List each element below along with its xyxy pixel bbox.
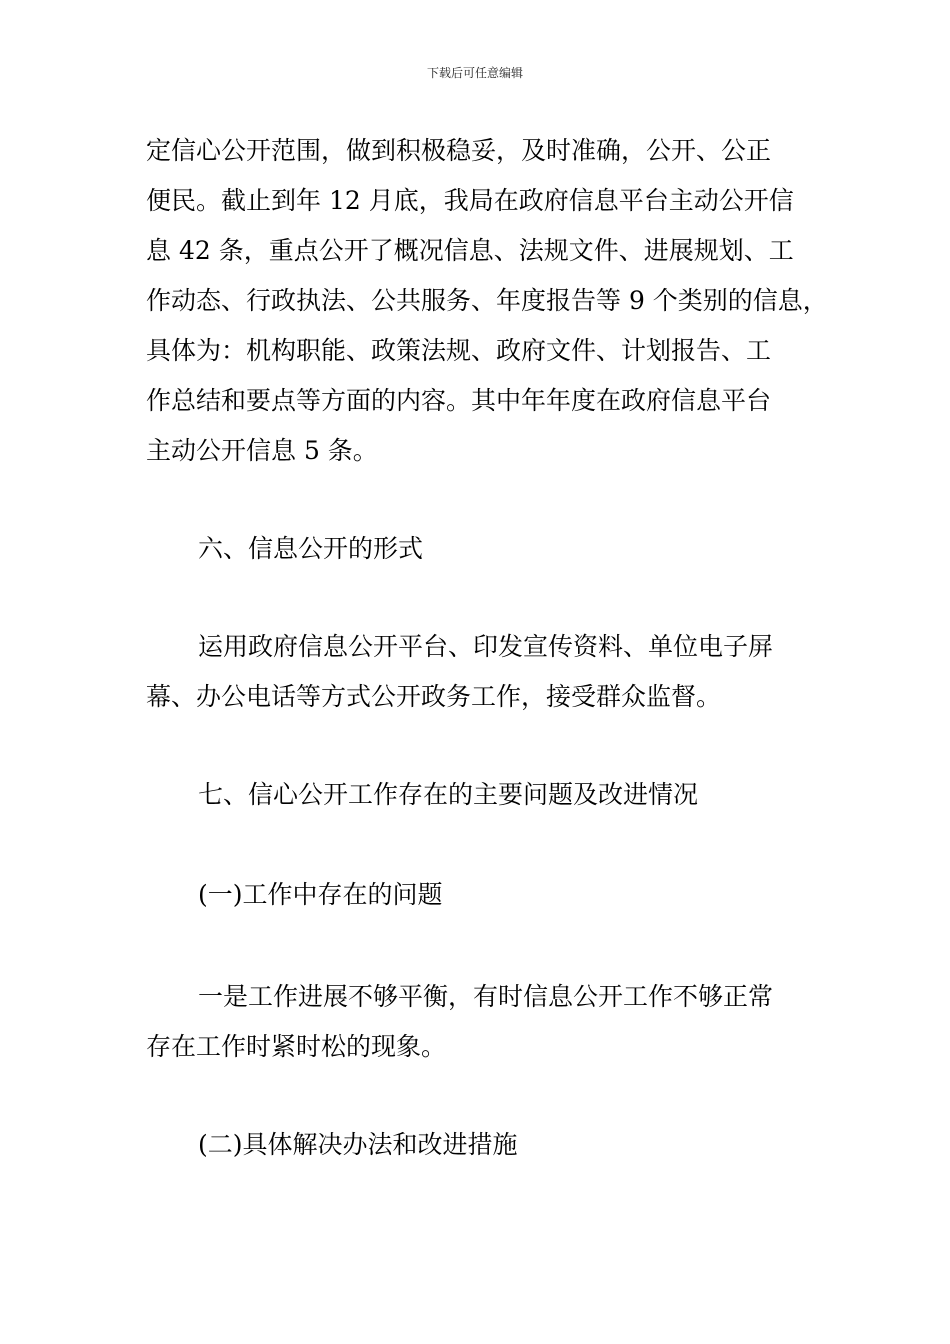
heading-text: (二)具体解决办法和改进措施: [198, 1130, 518, 1159]
text-line: 作动态、行政执法、公共服务、年度报告等 9 个类别的信息，: [146, 286, 828, 315]
heading-text: 七、信心公开工作存在的主要问题及改进情况: [198, 780, 699, 809]
text-line: 主动公开信息 5 条。: [146, 436, 378, 465]
text-line: 运用政府信息公开平台、印发宣传资料、单位电子屏: [198, 632, 774, 661]
text-line: 定信心公开范围，做到积极稳妥，及时准确，公开、公正: [146, 136, 772, 165]
text-line: 息 42 条，重点公开了概况信息、法规文件、进展规划、工: [146, 236, 794, 265]
page-header: 下载后可任意编辑: [426, 66, 523, 80]
paragraph-disclosure-forms: [146, 622, 836, 722]
section-heading-6: [146, 524, 836, 574]
heading-text: (一)工作中存在的问题: [198, 880, 443, 909]
text-line: 作总结和要点等方面的内容。其中年年度在政府信息平台: [146, 386, 772, 415]
paragraph-platform-disclosure: [146, 126, 836, 476]
text-line: 便民。截止到年 12 月底，我局在政府信息平台主动公开信: [146, 186, 794, 215]
heading-text: 六、信息公开的形式: [198, 534, 424, 563]
text-line: 具体为：机构职能、政策法规、政府文件、计划报告、工: [146, 336, 772, 365]
subheading-solutions: [146, 1120, 836, 1170]
text-line: 幕、办公电话等方式公开政务工作，接受群众监督。: [146, 682, 722, 711]
text-line: 存在工作时紧时松的现象。: [146, 1032, 447, 1061]
subheading-problems: [146, 870, 836, 920]
paragraph-problem-description: [146, 972, 836, 1072]
section-heading-7: [146, 770, 836, 820]
text-line: 一是工作进展不够平衡，有时信息公开工作不够正常: [198, 982, 774, 1011]
